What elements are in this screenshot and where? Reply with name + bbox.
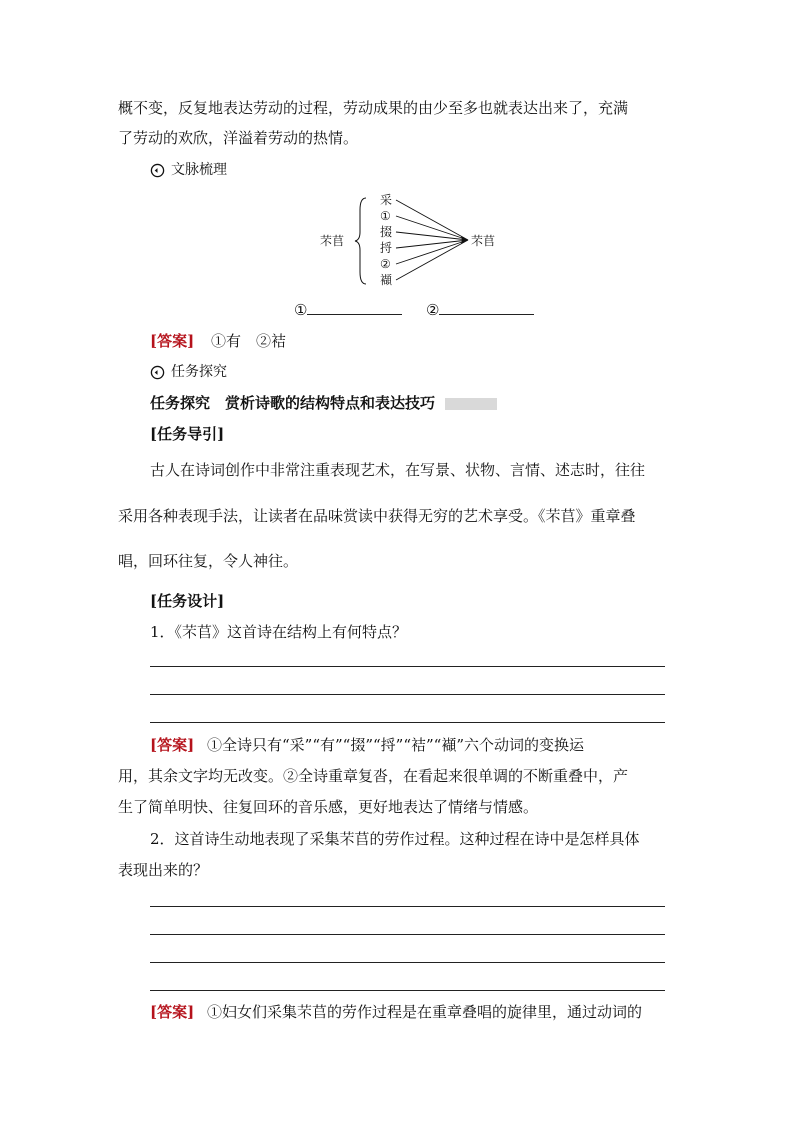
- answer-line-2-4[interactable]: [150, 990, 665, 991]
- structure-diagram: [320, 190, 520, 290]
- diagram-item-4: 捋: [380, 241, 393, 255]
- answer-line-2-3[interactable]: [150, 962, 665, 963]
- answer-line-2-2[interactable]: [150, 934, 665, 935]
- blank-2-label: ②: [426, 301, 440, 319]
- blank-1-field[interactable]: [307, 300, 402, 315]
- a2-tag: [答案]: [150, 1003, 195, 1021]
- guide-title: [任务导引]: [150, 425, 225, 443]
- a1-tag: [答案]: [150, 736, 195, 754]
- diagram-item-2: ①: [380, 209, 391, 223]
- answer-line-1-2[interactable]: [150, 694, 665, 695]
- task-heading: 任务探究 赏析诗歌的结构特点和表达技巧: [150, 394, 436, 412]
- task-heading-row: [150, 393, 710, 413]
- section-icon: [150, 365, 165, 380]
- section-icon: [150, 163, 165, 178]
- diagram-item-5: ②: [380, 257, 391, 271]
- diagram-arrows: [396, 200, 468, 280]
- intro-line-1: 概不变，反复地表达劳动的过程，劳动成果的由少至多也就表达出来了，充满: [118, 99, 629, 117]
- section-title-renwu: 任务探究: [171, 364, 227, 380]
- answer-tag: [答案]: [150, 332, 195, 350]
- answer-line-1-1[interactable]: [150, 666, 665, 667]
- intro-line-2: 了劳动的欢欣，洋溢着劳动的热情。: [118, 129, 359, 147]
- answer-row-1: [150, 331, 710, 351]
- a1-line-3: 生了简单明快、往复回环的音乐感，更好地表达了情绪与情感。: [118, 798, 539, 816]
- question-2-line-2: 表现出来的？: [118, 861, 209, 879]
- answer-text: ①有 ②袺: [210, 332, 286, 350]
- blank-row: [294, 300, 554, 320]
- section-header-renwu: [150, 362, 710, 382]
- question-1: 1．《芣苢》这首诗在结构上有何特点？: [150, 623, 408, 641]
- diagram-brace: [355, 198, 366, 284]
- a1-line-1: ①全诗只有“采”“有”“掇”“捋”“袺”“襭”六个动词的变换运: [206, 736, 585, 754]
- guide-line-1: 古人在诗词创作中非常注重表现艺术，在写景、状物、言情、述志时，往往: [150, 461, 646, 479]
- answer-line-1-3[interactable]: [150, 722, 665, 723]
- a1-line-2: 用，其余文字均无改变。②全诗重章复沓，在看起来很单调的不断重叠中，产: [118, 767, 629, 785]
- guide-line-2: 采用各种表现手法，让读者在品味赏读中获得无穷的艺术享受。《芣苢》重章叠: [118, 507, 636, 525]
- diagram-left-label: 芣苢: [320, 234, 345, 248]
- guide-line-3: 唱，回环往复，令人神往。: [118, 552, 299, 570]
- diagram-item-6: 襭: [380, 273, 393, 287]
- section-title-wenmai: 文脉梳理: [171, 162, 227, 178]
- blank-1-label: ①: [294, 301, 308, 319]
- a1-line-1-row: [150, 735, 710, 755]
- design-title: [任务设计]: [150, 592, 225, 610]
- section-header-wenmai: [150, 160, 710, 180]
- diagram-arrowhead: [461, 236, 468, 244]
- diagram-right-label: 芣苢: [471, 234, 496, 248]
- gray-marker: [445, 398, 497, 410]
- a2-line-1: ①妇女们采集芣苢的劳作过程是在重章叠唱的旋律里，通过动词的: [206, 1003, 642, 1021]
- diagram-item-3: 掇: [380, 225, 393, 239]
- blank-2-field[interactable]: [439, 300, 534, 315]
- a2-line-1-row: [150, 1002, 710, 1022]
- diagram-item-1: 采: [380, 193, 393, 207]
- answer-line-2-1[interactable]: [150, 906, 665, 907]
- question-2-line-1: 2．这首诗生动地表现了采集芣苢的劳作过程。这种过程在诗中是怎样具体: [150, 830, 640, 848]
